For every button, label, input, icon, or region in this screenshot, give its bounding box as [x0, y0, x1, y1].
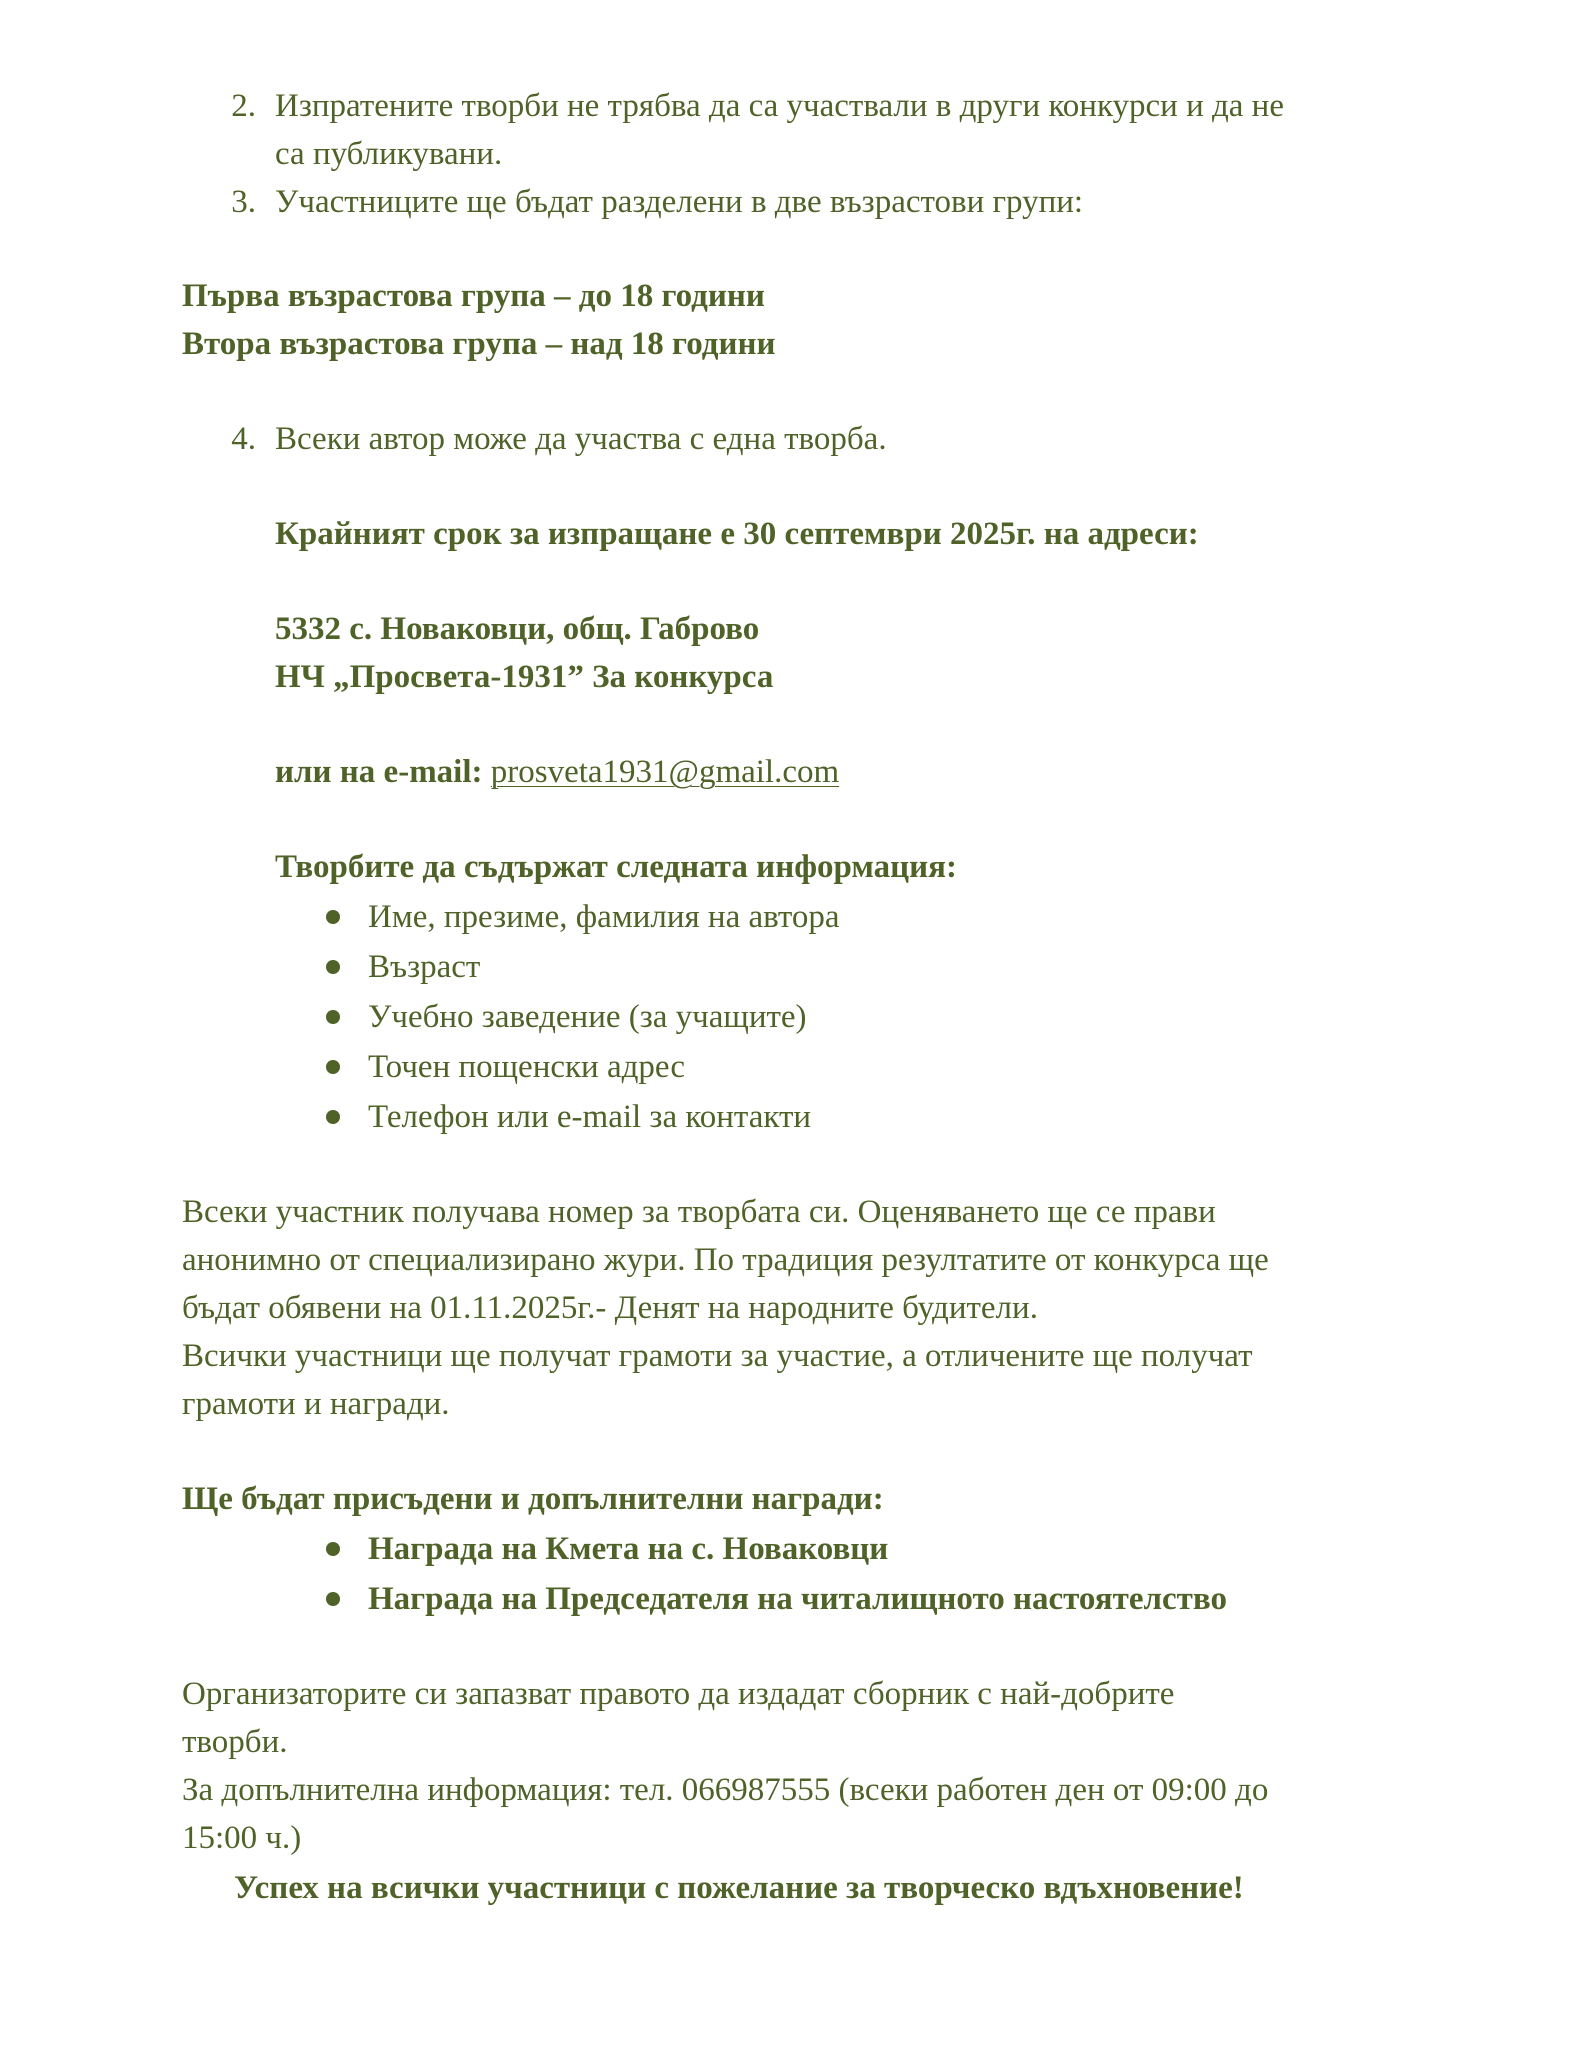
list-number: 3.	[231, 184, 256, 220]
paragraph-line: Всички участници ще получат грамоти за участие, а отличените ще получат	[182, 1338, 1253, 1374]
paragraph-line: Организаторите си запазват правото да издадат сборник с най-добрите	[182, 1676, 1175, 1712]
list-number: 4.	[231, 421, 256, 457]
bullet-icon	[326, 1592, 340, 1606]
bullet-icon	[326, 1010, 340, 1024]
closing-line: Успех на всички участници с пожелание за творческо вдъхновение!	[234, 1870, 1244, 1906]
list-item-text: Награда на Кмета на с. Новаковци	[368, 1531, 889, 1567]
bullet-icon	[326, 960, 340, 974]
list-item-text: са публикувани.	[275, 136, 503, 172]
address-line-1: 5332 с. Новаковци, общ. Габрово	[275, 611, 760, 647]
bullet-icon	[326, 1110, 340, 1124]
email-label: или на e-mail:	[275, 754, 483, 790]
list-item-text: Учебно заведение (за учащите)	[368, 999, 807, 1035]
bullet-icon	[326, 1060, 340, 1074]
email-line	[275, 748, 839, 796]
list-item-text: Награда на Председателя на читалищното настоятелство	[368, 1581, 1227, 1617]
list-item-text: Изпратените творби не трябва да са участвали в други конкурси и да не	[275, 88, 1284, 124]
deadline-text: Крайният срок за изпращане е 30 септември 2025г. на адреси:	[275, 516, 1199, 552]
bullet-icon	[326, 910, 340, 924]
age-group-second: Втора възрастова група – над 18 години	[182, 326, 776, 362]
paragraph-line: Всеки участник получава номер за творбата си. Оценяването ще се прави	[182, 1194, 1216, 1230]
awards-heading: Ще бъдат присъдени и допълнителни награди:	[182, 1481, 884, 1517]
paragraph-line: грамоти и награди.	[182, 1386, 450, 1422]
email-link[interactable]: prosveta1931@gmail.com	[490, 754, 840, 790]
age-group-first: Първа възрастова група – до 18 години	[182, 278, 765, 314]
list-item-text: Име, презиме, фамилия на автора	[368, 899, 840, 935]
address-line-2: НЧ „Просвета-1931” За конкурса	[275, 659, 774, 695]
paragraph-line: анонимно от специализирано жури. По традиция резултатите от конкурса ще	[182, 1242, 1269, 1278]
list-item-text: Всеки автор може да участва с една творба.	[275, 421, 887, 457]
list-number: 2.	[231, 88, 256, 124]
list-item-text: Участниците ще бъдат разделени в две възрастови групи:	[275, 184, 1084, 220]
list-item-text: Възраст	[368, 949, 481, 985]
paragraph-line: бъдат обявени на 01.11.2025г.- Денят на народните будители.	[182, 1290, 1038, 1326]
paragraph-line: творби.	[182, 1724, 288, 1760]
paragraph-line: 15:00 ч.)	[182, 1820, 302, 1856]
list-item-text: Точен пощенски адрес	[368, 1049, 685, 1085]
paragraph-line: За допълнителна информация: тел. 066987555 (всеки работен ден от 09:00 до	[182, 1772, 1269, 1808]
bullet-icon	[326, 1542, 340, 1556]
info-heading: Творбите да съдържат следната информация:	[275, 849, 958, 885]
list-item-text: Телефон или e-mail за контакти	[368, 1099, 812, 1135]
